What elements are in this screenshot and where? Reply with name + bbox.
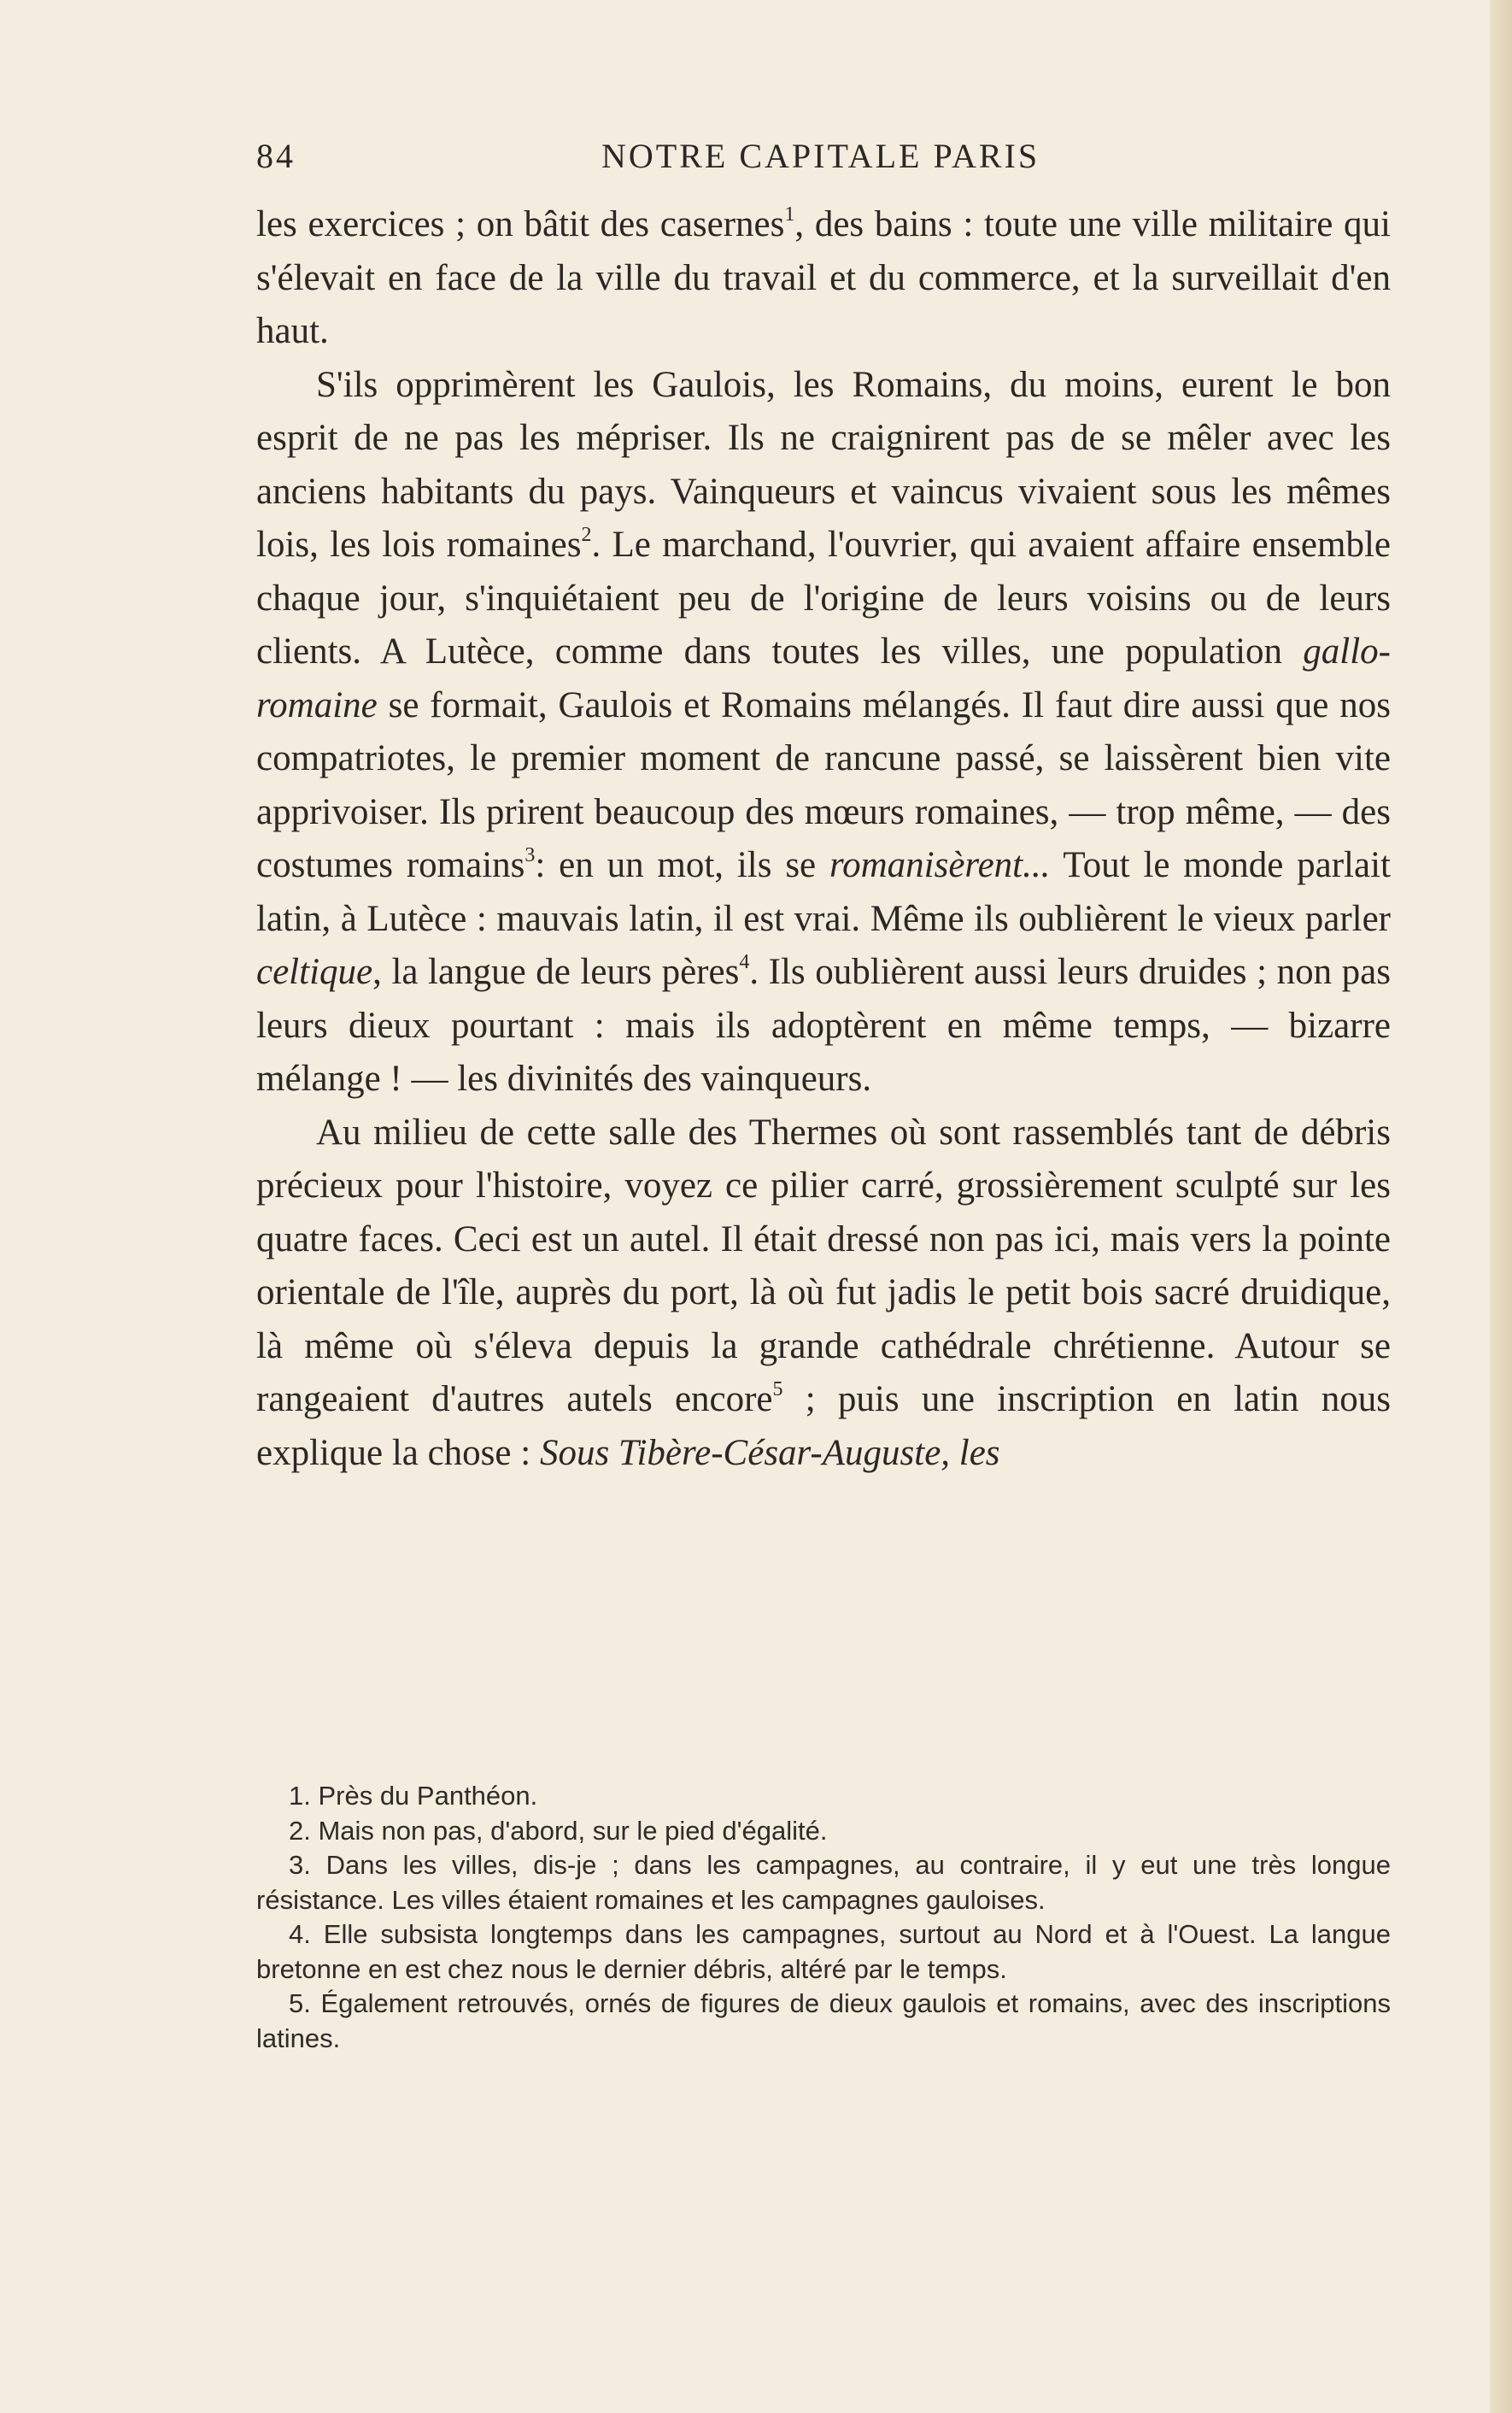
footnote-3: 3. Dans les villes, dis-je ; dans les campagnes, au contraire, il y eut une très longue résistance. Les villes étaient romaines et les campagnes gauloises. bbox=[256, 1850, 1391, 1915]
paragraph-2 bbox=[256, 359, 1391, 1107]
body-text bbox=[256, 198, 1391, 1480]
text-run: S'ils opprimèrent les Gaulois, les Romains, du moins, eurent le bon esprit de ne pas les mépriser. Ils ne craignirent pas de se mêler avec les anciens habitants du pays. Vainqueurs et vaincus vivaient sous les mêmes lois, les lois romaines bbox=[256, 364, 1391, 565]
text-run: , des bains : toute une ville militaire qui s'élevait en face de la ville du travail et du commerce, et la surveillait d'en haut. bbox=[256, 204, 1392, 351]
footnote-ref-4[interactable]: 4 bbox=[739, 951, 750, 973]
text-run: Au milieu de cette salle des Thermes où sont rassemblés tant de débris précieux pour l'histoire, voyez ce pilier carré, grossièrement sculpté sur les quatre faces. Ceci est un autel. Il était dressé non pas ici, mais vers la pointe orientale de l'île, auprès du port, là où fut jadis le petit bois sacré druidique, là même où s'éleva depuis la grande cathédrale chrétienne. Autour se rangeaient d'autres autels encore bbox=[256, 1112, 1391, 1419]
text-run: se formait, Gaulois et Romains mélangés. Il faut dire aussi que nos compatriotes, le premier moment de rancune passé, se laissèrent bien vite apprivoiser. Ils prirent beaucoup des mœurs romaines, — trop même, — des costumes romains bbox=[256, 684, 1391, 885]
footnote-ref-5[interactable]: 5 bbox=[772, 1378, 783, 1400]
footnote-2: 2. Mais non pas, d'abord, sur le pied d'égalité. bbox=[289, 1815, 828, 1846]
italic-term: Sous Tibère-César-Auguste, les bbox=[539, 1432, 1000, 1473]
italic-term: celtique bbox=[256, 952, 373, 992]
text-run: . Le marchand, l'ouvrier, qui avaient affaire ensemble chaque jour, s'inquiétaient peu de l'origine de leurs voisins ou de leurs clients. A Lutèce, comme dans toutes les villes, une population bbox=[256, 525, 1391, 672]
italic-term: romanisèrent... bbox=[829, 845, 1051, 885]
paragraph-1 bbox=[256, 198, 1391, 359]
italic-term: gallo-romaine bbox=[256, 631, 1391, 725]
text-run: Tout le monde parlait latin, à Lutèce : mauvais latin, il est vrai. Même ils oublièrent le vieux parler bbox=[256, 845, 1391, 939]
text-run: , la langue de leurs pères bbox=[372, 952, 740, 992]
footnote-1: 1. Près du Panthéon. bbox=[289, 1781, 538, 1811]
footnote-ref-2[interactable]: 2 bbox=[581, 524, 592, 546]
page-header bbox=[256, 135, 1367, 178]
text-run: : en un mot, ils se bbox=[535, 845, 829, 885]
footnote-4: 4. Elle subsista longtemps dans les campagnes, surtout au Nord et à l'Ouest. La langue bretonne en est chez nous le dernier débris, altéré par le temps. bbox=[256, 1919, 1391, 1984]
running-title: NOTRE CAPITALE PARIS bbox=[601, 137, 1040, 175]
footnote-ref-1[interactable]: 1 bbox=[784, 203, 795, 226]
footnotes bbox=[256, 1779, 1391, 2056]
page-number: 84 bbox=[256, 137, 296, 175]
page-edge-shadow bbox=[1490, 0, 1512, 2413]
footnote-5: 5. Également retrouvés, ornés de figures de dieux gaulois et romains, avec des inscriptions latines. bbox=[256, 1988, 1391, 2053]
paragraph-3 bbox=[256, 1107, 1391, 1481]
text-run: les exercices ; on bâtit des casernes bbox=[256, 204, 785, 244]
text-run: ; puis une inscription en latin nous explique la chose : bbox=[256, 1379, 1391, 1473]
text-run: . Ils oublièrent aussi leurs druides ; non pas leurs dieux pourtant : mais ils adoptèrent en même temps, — bizarre mélange ! — les divinités des vainqueurs. bbox=[256, 952, 1391, 1099]
footnote-ref-3[interactable]: 3 bbox=[525, 844, 536, 866]
